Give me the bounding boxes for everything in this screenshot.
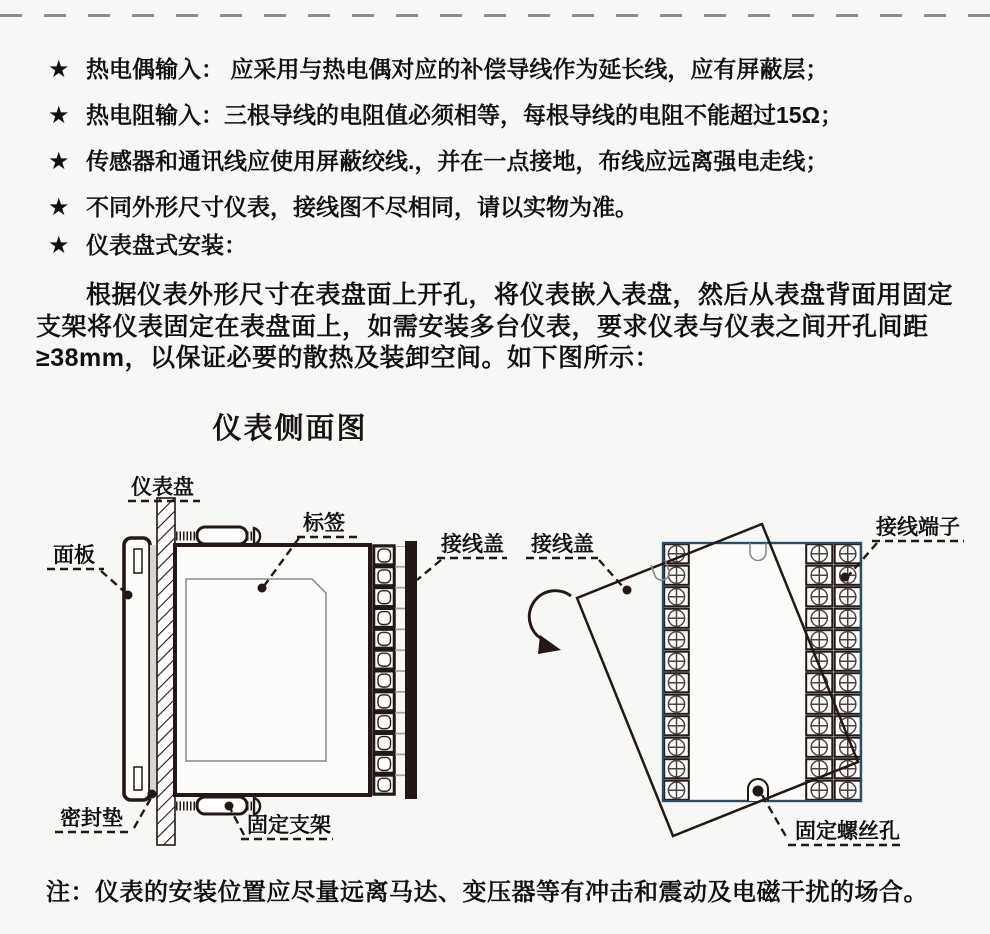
leader-sealing-gasket <box>134 798 151 828</box>
note-text: 注：仪表的安装位置应尽量远离马达、变压器等有冲击和震动及电磁干扰的场合。 <box>46 879 928 906</box>
label-terminal-cover-right: 接线盖 <box>531 533 594 556</box>
fixing-bracket-bottom <box>197 797 247 814</box>
terminal-block-right <box>805 543 862 801</box>
screw-head-bottom <box>254 798 260 815</box>
diagram-title: 仪表侧面图 <box>212 413 368 445</box>
dot-front-panel <box>124 591 133 600</box>
star-icon: ★ <box>48 56 70 83</box>
terminal-cover-bar <box>405 541 417 799</box>
label-terminal-cover-left: 接线盖 <box>441 533 504 556</box>
dot-tag <box>258 584 267 593</box>
star-icon: ★ <box>48 194 70 221</box>
terminal-column-left <box>663 543 690 801</box>
panel-wall-hatched <box>157 498 175 845</box>
fixing-bracket-top <box>197 527 247 544</box>
meter-rear-view-diagram <box>529 524 862 836</box>
front-panel-bezel <box>124 538 150 800</box>
bullet-text: 热电阻输入：三根导线的电阻值必须相等，每根导线的电阻不能超过15Ω； <box>86 102 844 128</box>
rotation-arrow-head <box>538 635 561 654</box>
dot-fixing-bracket <box>225 802 234 811</box>
sealing-gasket-shape <box>150 545 157 797</box>
meter-body <box>175 545 370 795</box>
label-panel-board: 仪表盘 <box>131 476 194 499</box>
label-front-panel: 面板 <box>53 544 95 567</box>
rotation-arrow-arc <box>529 591 571 641</box>
leader-terminal-cover-left <box>417 560 441 580</box>
bullet-text: 不同外形尺寸仪表，接线图不尽相同，请以实物为准。 <box>86 194 638 220</box>
star-icon: ★ <box>48 232 70 259</box>
label-terminal-posts: 接线端子 <box>876 516 960 539</box>
terminal-strip-side <box>373 545 395 795</box>
label-fixing-screw-hole: 固定螺丝孔 <box>795 820 900 843</box>
dot-sealing-gasket <box>148 790 157 799</box>
dot-terminal-cover-right <box>623 586 632 595</box>
bullet-text: 热电偶输入： 应采用与热电偶对应的补偿导线作为延长线，应有屏蔽层； <box>86 56 829 82</box>
label-sealing-gasket: 密封垫 <box>60 807 123 830</box>
bullet-text: 仪表盘式安装： <box>86 232 247 258</box>
install-paragraph: 根据仪表外形尺寸在表盘面上开孔，将仪表嵌入表盘，然后从表盘背面用固定支架将仪表固定在表盘面上，如需安装多台仪表，要求仪表与仪表之间开孔间距≥38mm，以保证必要的散热及装卸空间。如下图所示： <box>36 281 954 372</box>
fixing-screw-hole-dot <box>753 786 764 797</box>
terminal-separator-lines <box>395 546 405 794</box>
dot-terminal-posts <box>841 573 850 582</box>
star-icon: ★ <box>48 102 70 129</box>
star-icon: ★ <box>48 148 70 175</box>
label-tag: 标签 <box>303 512 345 535</box>
label-fixing-bracket: 固定支架 <box>247 814 331 837</box>
screw-head-top <box>254 528 260 545</box>
meter-side-view-diagram <box>124 498 417 845</box>
bullet-text: 传感器和通讯线应使用屏蔽绞线.，并在一点接地，布线应远离强电走线； <box>86 148 829 174</box>
